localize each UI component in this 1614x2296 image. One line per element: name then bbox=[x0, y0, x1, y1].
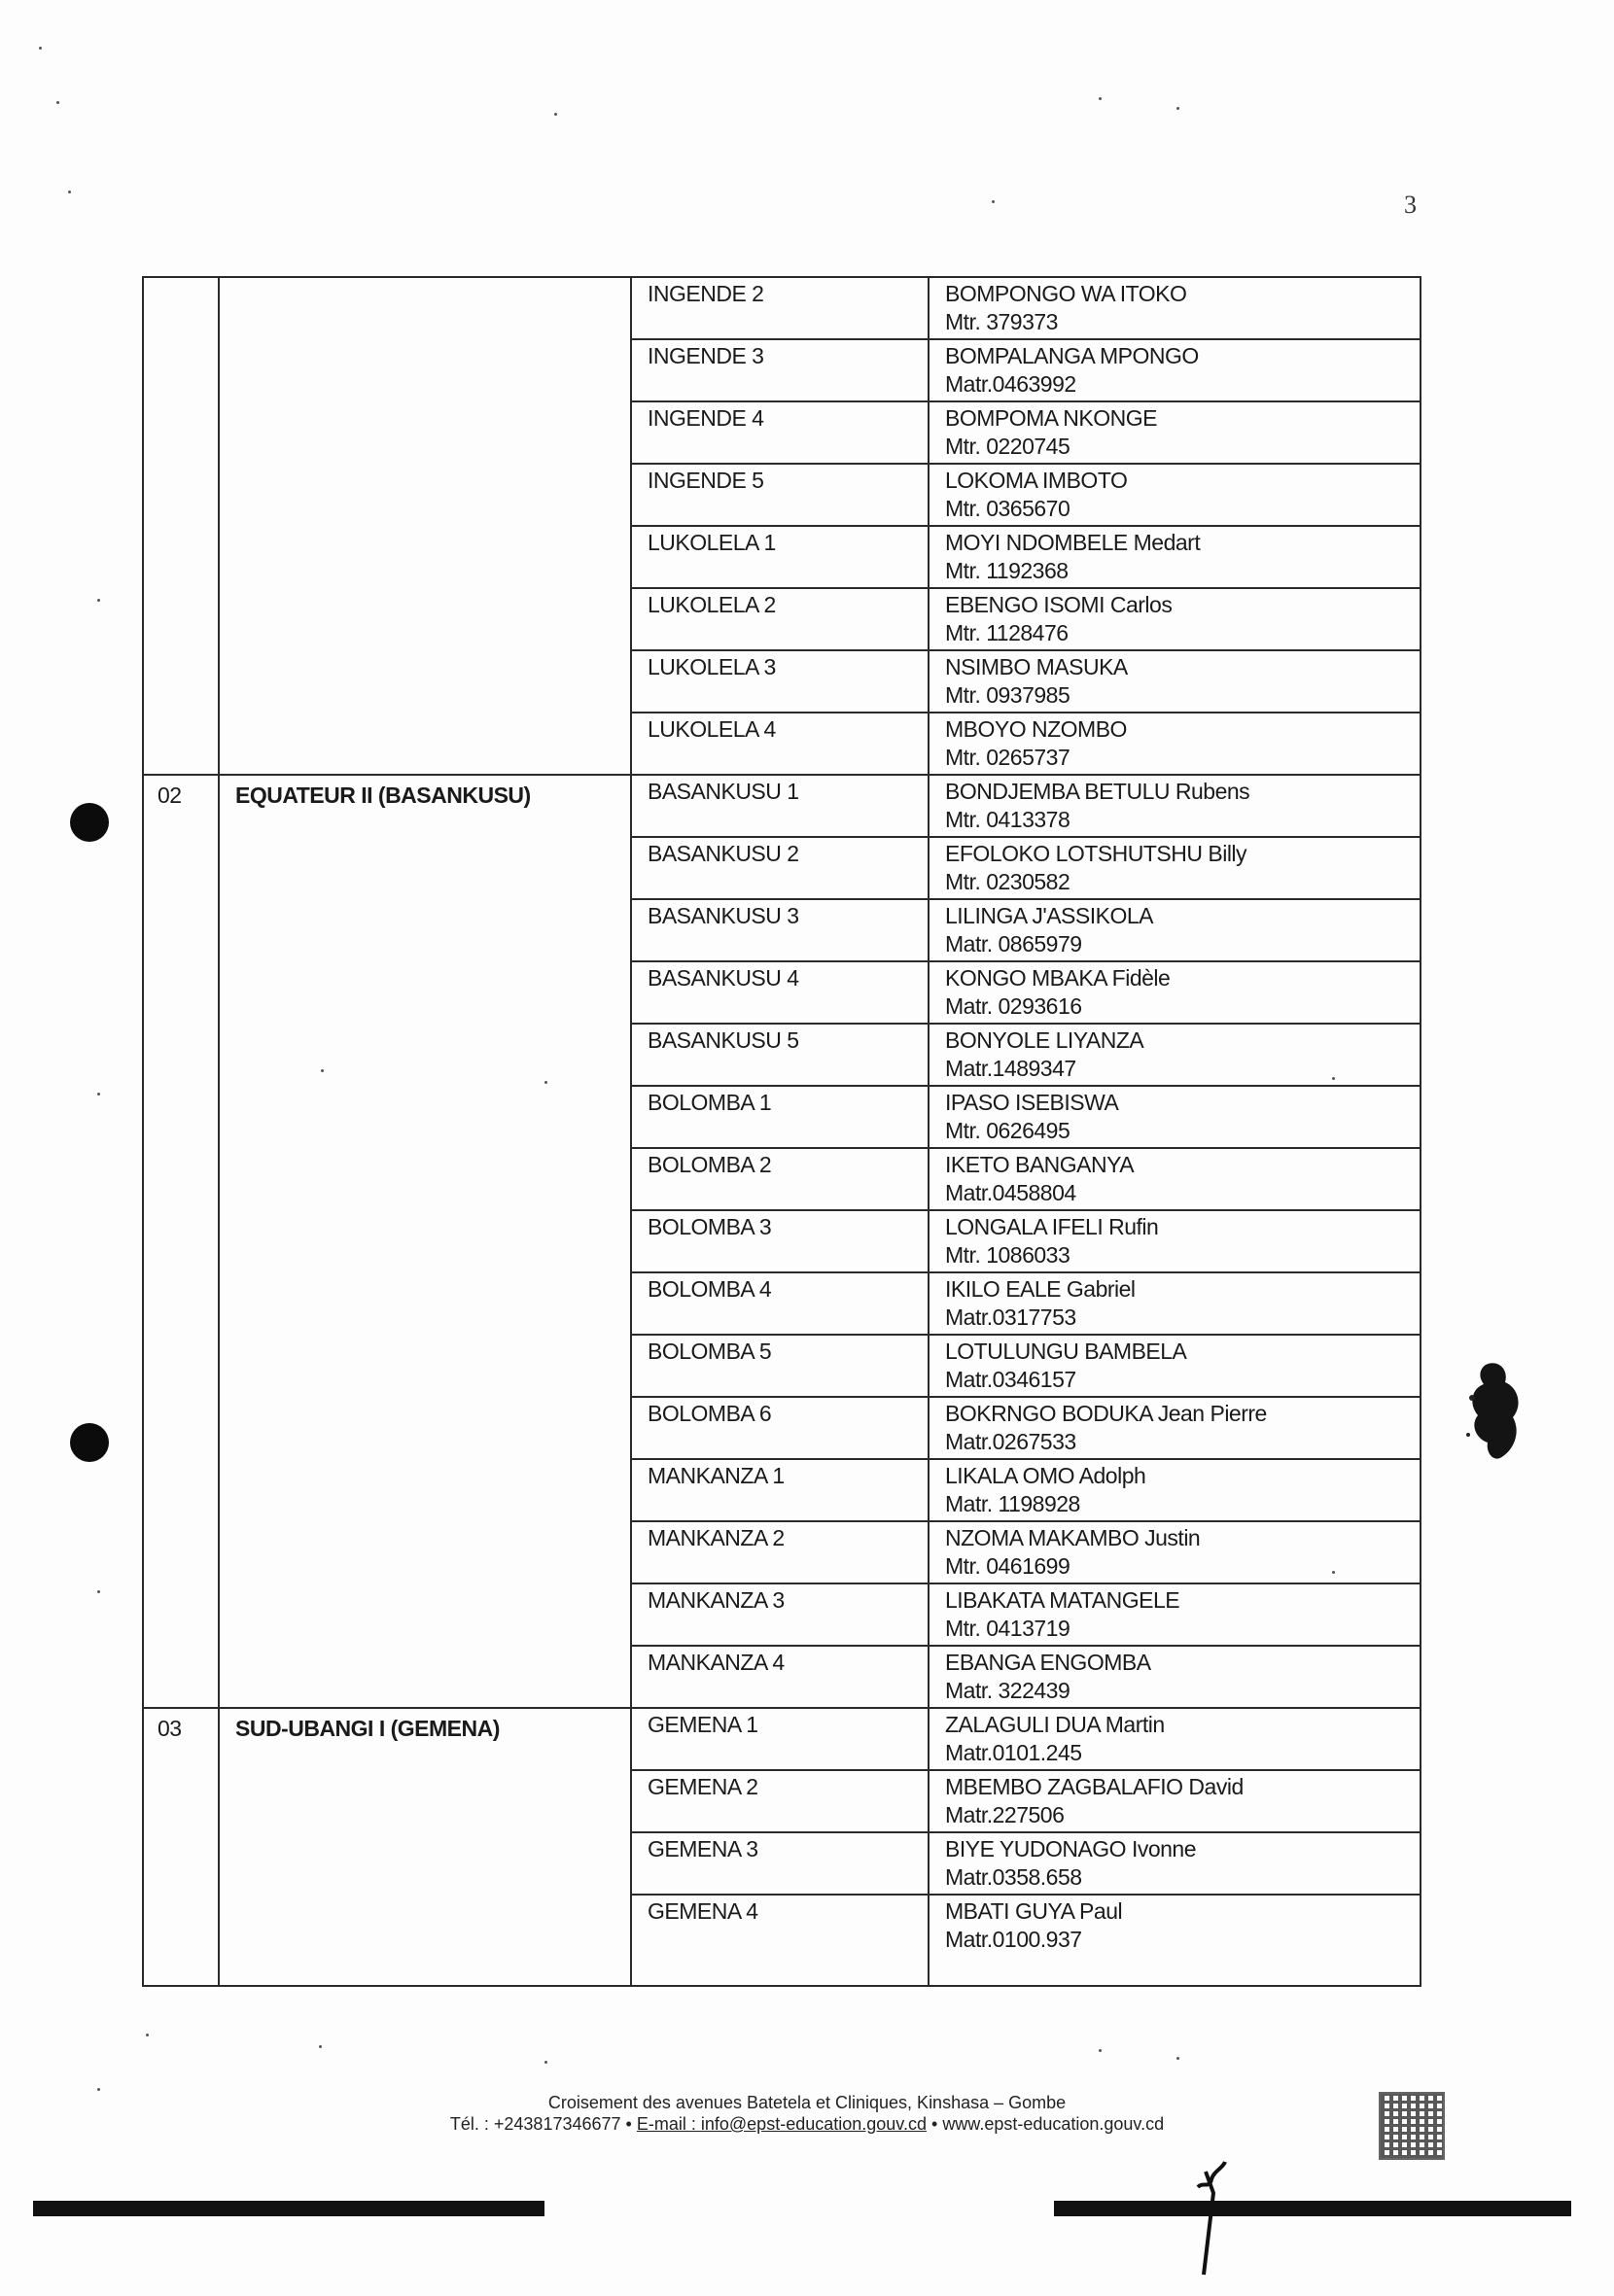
scan-speck bbox=[97, 1093, 100, 1096]
scan-speck bbox=[1099, 97, 1102, 100]
person-matricule: Mtr. 0413719 bbox=[945, 1616, 1070, 1641]
person-matricule: Matr.0463992 bbox=[945, 371, 1076, 397]
footer-address: Croisement des avenues Batetela et Cliniques, Kinshasa – Gombe bbox=[547, 2093, 1067, 2112]
person-cell bbox=[929, 1459, 1421, 1521]
person-name: BOMPONGO WA ITOKO bbox=[945, 281, 1187, 306]
province-number: 03 bbox=[143, 1708, 219, 1986]
person-matricule: Matr. 1198928 bbox=[945, 1491, 1080, 1516]
person-matricule: Mtr. 0365670 bbox=[945, 496, 1070, 521]
person-matricule: Matr.0100.937 bbox=[945, 1927, 1082, 1952]
subdivision-cell: BOLOMBA 4 bbox=[631, 1272, 929, 1335]
person-cell bbox=[929, 1210, 1421, 1272]
person-name: EBENGO ISOMI Carlos bbox=[945, 592, 1173, 617]
subdivision-cell: GEMENA 4 bbox=[631, 1895, 929, 1986]
person-matricule: Matr.0317753 bbox=[945, 1305, 1076, 1330]
table-row bbox=[143, 277, 1421, 339]
scan-speck bbox=[39, 47, 42, 50]
person-name: EBANGA ENGOMBA bbox=[945, 1650, 1151, 1675]
subdivision-cell: LUKOLELA 2 bbox=[631, 588, 929, 650]
person-matricule: Mtr. 1086033 bbox=[945, 1242, 1070, 1268]
subdivision-cell: MANKANZA 1 bbox=[631, 1459, 929, 1521]
person-matricule: Matr.0267533 bbox=[945, 1429, 1076, 1454]
scan-speck bbox=[1332, 1077, 1335, 1080]
person-cell bbox=[929, 1024, 1421, 1086]
subdivision-cell: MANKANZA 3 bbox=[631, 1583, 929, 1646]
person-name: LOTULUNGU BAMBELA bbox=[945, 1339, 1187, 1364]
person-name: EFOLOKO LOTSHUTSHU Billy bbox=[945, 841, 1247, 866]
subdivision-cell: INGENDE 3 bbox=[631, 339, 929, 401]
person-matricule: Mtr. 0413378 bbox=[945, 807, 1070, 832]
scan-speck bbox=[321, 1069, 324, 1072]
scan-speck bbox=[544, 2061, 547, 2064]
subdivision-cell: BASANKUSU 3 bbox=[631, 899, 929, 961]
person-cell bbox=[929, 1832, 1421, 1895]
person-cell bbox=[929, 1272, 1421, 1335]
subdivision-cell: LUKOLELA 1 bbox=[631, 526, 929, 588]
person-cell bbox=[929, 650, 1421, 713]
subdivision-cell: INGENDE 5 bbox=[631, 464, 929, 526]
person-name: BOMPOMA NKONGE bbox=[945, 405, 1157, 431]
person-cell bbox=[929, 1895, 1421, 1986]
person-cell bbox=[929, 1708, 1421, 1770]
person-name: IKETO BANGANYA bbox=[945, 1152, 1135, 1177]
person-cell bbox=[929, 1770, 1421, 1832]
province-name: EQUATEUR II (BASANKUSU) bbox=[219, 775, 631, 1708]
person-matricule: Matr. 0293616 bbox=[945, 993, 1082, 1019]
person-matricule: Mtr. 0461699 bbox=[945, 1553, 1070, 1579]
person-name: BIYE YUDONAGO Ivonne bbox=[945, 1836, 1197, 1861]
subdivision-cell: BOLOMBA 1 bbox=[631, 1086, 929, 1148]
province-name: SUD-UBANGI I (GEMENA) bbox=[219, 1708, 631, 1986]
scan-speck bbox=[97, 1590, 100, 1593]
person-name: NZOMA MAKAMBO Justin bbox=[945, 1525, 1201, 1550]
person-name: MBEMBO ZAGBALAFIO David bbox=[945, 1774, 1244, 1799]
person-cell bbox=[929, 775, 1421, 837]
person-matricule: Matr.0101.245 bbox=[945, 1740, 1082, 1765]
footer-rule-right bbox=[1054, 2201, 1571, 2216]
footer-rule-left bbox=[33, 2201, 544, 2216]
person-cell bbox=[929, 1521, 1421, 1583]
person-cell bbox=[929, 899, 1421, 961]
person-name: BONYOLE LIYANZA bbox=[945, 1027, 1144, 1053]
table-row bbox=[143, 1708, 1421, 1770]
subdivision-cell: BASANKUSU 2 bbox=[631, 837, 929, 899]
person-matricule: Matr.0346157 bbox=[945, 1367, 1076, 1392]
subdivision-cell: BOLOMBA 2 bbox=[631, 1148, 929, 1210]
person-name: IPASO ISEBISWA bbox=[945, 1090, 1119, 1115]
qr-code-icon bbox=[1379, 2092, 1445, 2160]
footer-website-link[interactable]: www.epst-education.gouv.cd bbox=[942, 2114, 1165, 2134]
person-matricule: Matr.1489347 bbox=[945, 1056, 1076, 1081]
scan-speck bbox=[1099, 2049, 1102, 2052]
person-cell bbox=[929, 837, 1421, 899]
person-name: BONDJEMBA BETULU Rubens bbox=[945, 779, 1250, 804]
person-cell bbox=[929, 339, 1421, 401]
scan-speck bbox=[319, 2045, 322, 2048]
assignment-table bbox=[142, 276, 1421, 1987]
person-matricule: Mtr. 0626495 bbox=[945, 1118, 1070, 1143]
scan-speck bbox=[68, 191, 71, 193]
ink-blot bbox=[1464, 1359, 1525, 1466]
person-cell bbox=[929, 464, 1421, 526]
person-matricule: Mtr. 379373 bbox=[945, 309, 1058, 334]
person-matricule: Matr. 322439 bbox=[945, 1678, 1070, 1703]
scan-speck bbox=[554, 113, 557, 116]
province-name bbox=[219, 277, 631, 775]
person-cell bbox=[929, 401, 1421, 464]
person-name: ZALAGULI DUA Martin bbox=[945, 1712, 1165, 1737]
footer-separator: • bbox=[625, 2114, 632, 2134]
scan-speck bbox=[1332, 1571, 1335, 1574]
person-name: LOKOMA IMBOTO bbox=[945, 468, 1128, 493]
person-name: LILINGA J'ASSIKOLA bbox=[945, 903, 1153, 928]
table-row bbox=[143, 775, 1421, 837]
person-cell bbox=[929, 1646, 1421, 1708]
person-name: NSIMBO MASUKA bbox=[945, 654, 1128, 679]
province-number: 02 bbox=[143, 775, 219, 1708]
scan-speck bbox=[97, 2088, 100, 2091]
person-matricule: Matr. 0865979 bbox=[945, 931, 1082, 957]
scan-speck bbox=[56, 101, 59, 104]
footer-separator-2: • bbox=[930, 2114, 938, 2134]
subdivision-cell: BASANKUSU 5 bbox=[631, 1024, 929, 1086]
person-name: LONGALA IFELI Rufin bbox=[945, 1214, 1159, 1239]
person-name: LIBAKATA MATANGELE bbox=[945, 1587, 1180, 1613]
subdivision-cell: INGENDE 4 bbox=[631, 401, 929, 464]
page-number: 3 bbox=[1404, 191, 1417, 219]
punch-hole-top bbox=[70, 803, 109, 842]
province-number bbox=[143, 277, 219, 775]
person-name: MBOYO NZOMBO bbox=[945, 716, 1127, 742]
person-cell bbox=[929, 713, 1421, 775]
subdivision-cell: BASANKUSU 1 bbox=[631, 775, 929, 837]
subdivision-cell: GEMENA 1 bbox=[631, 1708, 929, 1770]
person-name: KONGO MBAKA Fidèle bbox=[945, 965, 1171, 991]
person-name: MOYI NDOMBELE Medart bbox=[945, 530, 1201, 555]
scan-speck bbox=[992, 200, 995, 203]
person-matricule: Mtr. 0937985 bbox=[945, 682, 1070, 708]
subdivision-cell: BOLOMBA 6 bbox=[631, 1397, 929, 1459]
person-matricule: Matr.227506 bbox=[945, 1802, 1065, 1827]
person-matricule: Mtr. 0265737 bbox=[945, 745, 1070, 770]
scan-speck bbox=[1176, 107, 1179, 110]
scan-speck bbox=[146, 2034, 149, 2036]
subdivision-cell: MANKANZA 4 bbox=[631, 1646, 929, 1708]
person-name: BOMPALANGA MPONGO bbox=[945, 343, 1199, 368]
person-matricule: Mtr. 0230582 bbox=[945, 869, 1070, 894]
subdivision-cell: BOLOMBA 5 bbox=[631, 1335, 929, 1397]
letterhead-footer bbox=[0, 2092, 1614, 2135]
person-cell bbox=[929, 1583, 1421, 1646]
scan-speck bbox=[1176, 2057, 1179, 2060]
person-name: BOKRNGO BODUKA Jean Pierre bbox=[945, 1401, 1267, 1426]
footer-contact-line bbox=[0, 2113, 1614, 2135]
footer-phone: Tél. : +243817346677 bbox=[449, 2114, 621, 2134]
subdivision-cell: BOLOMBA 3 bbox=[631, 1210, 929, 1272]
person-cell bbox=[929, 526, 1421, 588]
punch-hole-bottom bbox=[70, 1423, 109, 1462]
scan-speck bbox=[97, 599, 100, 602]
person-cell bbox=[929, 277, 1421, 339]
person-cell bbox=[929, 1397, 1421, 1459]
footer-email-link[interactable]: E-mail : info@epst-education.gouv.cd bbox=[636, 2114, 927, 2134]
subdivision-cell: MANKANZA 2 bbox=[631, 1521, 929, 1583]
subdivision-cell: GEMENA 2 bbox=[631, 1770, 929, 1832]
subdivision-cell: BASANKUSU 4 bbox=[631, 961, 929, 1024]
person-cell bbox=[929, 1086, 1421, 1148]
person-matricule: Mtr. 1128476 bbox=[945, 620, 1069, 645]
scan-speck bbox=[544, 1081, 547, 1084]
person-matricule: Matr.0458804 bbox=[945, 1180, 1076, 1205]
person-matricule: Matr.0358.658 bbox=[945, 1864, 1082, 1890]
person-cell bbox=[929, 1335, 1421, 1397]
subdivision-cell: LUKOLELA 4 bbox=[631, 713, 929, 775]
person-cell bbox=[929, 1148, 1421, 1210]
subdivision-cell: GEMENA 3 bbox=[631, 1832, 929, 1895]
person-cell bbox=[929, 961, 1421, 1024]
person-name: LIKALA OMO Adolph bbox=[945, 1463, 1146, 1488]
person-cell bbox=[929, 588, 1421, 650]
person-name: IKILO EALE Gabriel bbox=[945, 1276, 1136, 1302]
person-name: MBATI GUYA Paul bbox=[945, 1898, 1123, 1924]
signature-mark bbox=[1184, 2158, 1243, 2284]
subdivision-cell: LUKOLELA 3 bbox=[631, 650, 929, 713]
person-matricule: Mtr. 1192368 bbox=[945, 558, 1069, 583]
subdivision-cell: INGENDE 2 bbox=[631, 277, 929, 339]
person-matricule: Mtr. 0220745 bbox=[945, 434, 1070, 459]
